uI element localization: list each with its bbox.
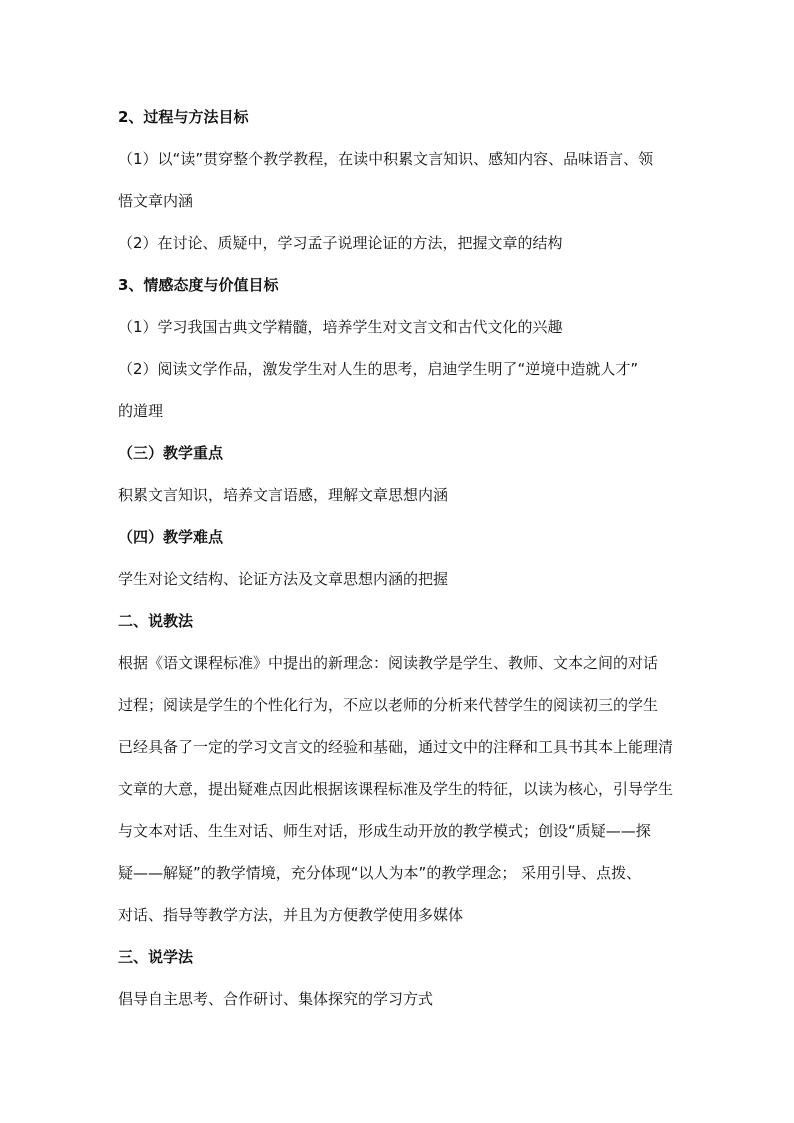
section-heading: 二、说教法 — [118, 612, 194, 630]
paragraph-line: （1）学习我国古典文学精髓，培养学生对文言文和古代文化的兴趣 — [118, 318, 563, 336]
section-heading: （三）教学重点 — [118, 444, 224, 462]
paragraph-line: 积累文言知识，培养文言语感，理解文章思想内涵 — [118, 486, 449, 504]
section-heading: 3、情感态度与价值目标 — [118, 276, 279, 294]
paragraph-line: 已经具备了一定的学习文言文的经验和基础，通过文中的注释和工具书其本上能理清 — [118, 738, 674, 756]
paragraph-line: 学生对论文结构、论证方法及文章思想内涵的把握 — [118, 570, 449, 588]
section-heading: 2、过程与方法目标 — [118, 108, 249, 126]
paragraph-line: （1）以“读”贯穿整个教学教程，在读中积累文言知识、感知内容、品味语言、领 — [118, 150, 654, 168]
paragraph-line: 文章的大意，提出疑难点因此根据该课程标准及学生的特征，以读为核心，引导学生 — [118, 780, 674, 798]
paragraph-line: 悟文章内涵 — [118, 192, 194, 210]
section-heading: （四）教学难点 — [118, 528, 224, 546]
paragraph-line: （2）阅读文学作品，激发学生对人生的思考，启迪学生明了“逆境中造就人才” — [118, 360, 639, 378]
paragraph-line: （2）在讨论、质疑中，学习孟子说理论证的方法，把握文章的结构 — [118, 234, 563, 252]
section-heading: 三、说学法 — [118, 948, 194, 966]
paragraph-line: 与文本对话、生生对话、师生对话，形成生动开放的教学模式；创设“质疑——探 — [118, 822, 651, 840]
paragraph-line: 倡导自主思考、合作研讨、集体探究的学习方式 — [118, 990, 434, 1008]
paragraph-line: 的道理 — [118, 402, 164, 420]
paragraph-line: 疑——解疑”的教学情境，充分体现“以人为本”的教学理念； 采用引导、点拨、 — [118, 864, 642, 882]
paragraph-line: 过程；阅读是学生的个性化行为，不应以老师的分析来代替学生的阅读初三的学生 — [118, 696, 659, 714]
paragraph-line: 对话、指导等教学方法，并且为方便教学使用多媒体 — [118, 906, 464, 924]
paragraph-line: 根据《语文课程标准》中提出的新理念：阅读教学是学生、教师、文本之间的对话 — [118, 654, 659, 672]
